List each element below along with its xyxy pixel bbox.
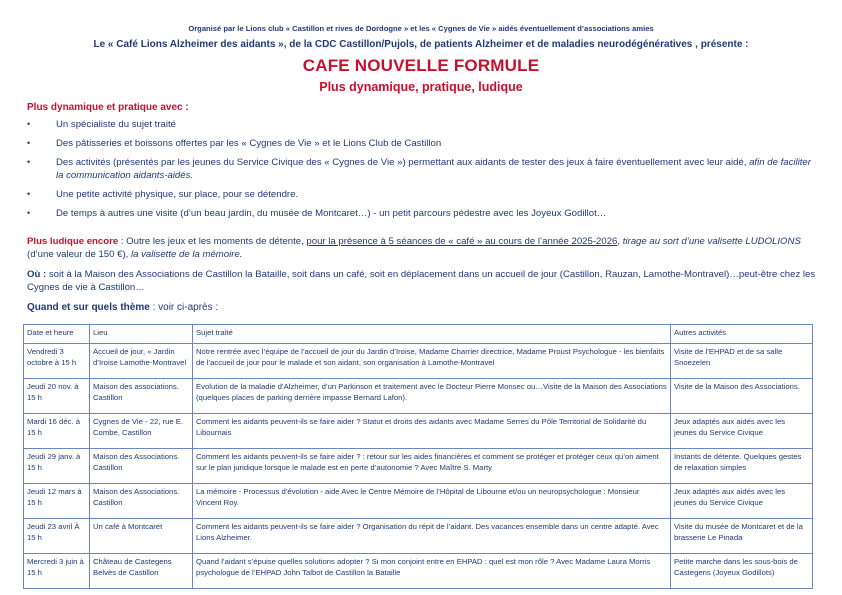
cell-lieu: Maison des Associations. Castillon	[90, 449, 193, 484]
cell-lieu: Un café à Montcaret	[90, 519, 193, 554]
bullet-icon: •	[27, 189, 31, 199]
header-lieu: Lieu	[90, 325, 193, 344]
cell-date: Mercredi 3 juin à 15 h	[24, 554, 90, 589]
table-row	[24, 519, 813, 554]
cell-lieu: Cygnes de Vie - 22, rue E. Combe, Castillon	[90, 414, 193, 449]
cell-autres: Visite du musée de Montcaret et de la brasserie Le Pinada	[671, 519, 813, 554]
when-label: Quand et sur quels thème	[27, 302, 150, 313]
cell-sujet: Notre rentrée avec l’équipe de l’accueil de jour du Jardin d’Iroise, Madame Charrier directrice, Madame Proust Psychologue - les bienfaits de l’accueil de jour pour le malade et son aidant, son organisation à Lamothe-Montravel	[193, 344, 671, 379]
cell-sujet: Evolution de la maladie d’Alzheimer, d’un Parkinson et traitement avec le Docteur Pierre Monsec ou…Visite de la Maison des Associations (quelques places de parking derrière impasse Bernard Lafon).	[193, 379, 671, 414]
header-date: Date et heure	[24, 325, 90, 344]
cell-date: Mardi 16 déc. à 15 h	[24, 414, 90, 449]
header-autres: Autres activités	[671, 325, 813, 344]
bullet-icon: •	[27, 119, 31, 129]
cell-lieu: Maison des Associations. Castillon	[90, 484, 193, 519]
intro-text: Le « Café Lions Alzheimer des aidants », de la CDC Castillon/Pujols, de patients Alzheimer et de maladies neurodégénératives , présente :	[93, 39, 749, 50]
page-subtitle: Plus dynamique, pratique, ludique	[319, 80, 523, 94]
list-item: • Un spécialiste du sujet traité	[27, 119, 176, 130]
cell-autres: Visite de la Maison des Associations.	[671, 379, 813, 414]
cell-autres: Visite de l’EHPAD et de sa salle Snoezelen	[671, 344, 813, 379]
cell-date: Jeudi 20 nov. à 15 h	[24, 379, 90, 414]
header-sujet: Sujet traité	[193, 325, 671, 344]
ludique-label: Plus ludique encore	[27, 236, 119, 247]
cell-autres: Jeux adaptés aux aidés avec les jeunes du Service Civique	[671, 414, 813, 449]
cell-autres: Petite marche dans les sous-bois de Castegens (Joyeux Godillots)	[671, 554, 813, 589]
cell-autres: Instants de détente. Quelques gestes de relaxation simples	[671, 449, 813, 484]
table-header-row	[24, 325, 813, 344]
table-row	[24, 484, 813, 519]
cell-lieu: Accueil de jour, « Jardin d’Iroise Lamothe-Montravel	[90, 344, 193, 379]
list-item: • De temps à autres une visite (d’un beau jardin, du musée de Montcaret…) - un petit parcours pédestre avec les Joyeux Godillot…	[27, 208, 607, 219]
table-row	[24, 344, 813, 379]
ludique-paragraph: Plus ludique encore : Outre les jeux et les moments de détente, pour la présence à 5 séances de « café » au cours de l’année 2025-2026, tirage au sort d’une valisette LUDOLIONS (d’une valeur de 150 €), la valisette de la mémoire.	[27, 236, 801, 260]
organizer-line: Organisé par le Lions club « Castillon et rives de Dordogne » et les « Cygnes de Vie » aidés éventuellement d’associations amies	[188, 24, 654, 33]
bullet-icon: •	[27, 138, 31, 148]
cell-sujet: Quand l’aidant s’épuise quelles solutions adopter ? Si mon conjoint entre en EHPAD : quel est mon rôle ? Avec Madame Laura Morris psychologue de l’EHPAD John Talbot de Castillon la Bataille	[193, 554, 671, 589]
location-paragraph: Où : soit à la Maison des Associations de Castillon la Bataille, soit dans un café, soit en déplacement dans un accueil de jour (Castillon, Rauzan, Lamothe-Montravel)…peut-être chez les Cygnes de vie à Castillon…	[27, 269, 816, 293]
section-heading-dynamique: Plus dynamique et pratique avec :	[27, 102, 189, 113]
cell-date: Vendredi 3 octobre à 15 h	[24, 344, 90, 379]
cell-sujet: Comment les aidants peuvent-ils se faire aider ? Organisation du répit de l’aidant. Des vacances ensemble dans un centre adapté. Avec Lions Alzheimer.	[193, 519, 671, 554]
cell-date: Jeudi 12 mars à 15 h	[24, 484, 90, 519]
list-item: • Des pâtisseries et boissons offertes par les « Cygnes de Vie » et le Lions Club de Castillon	[27, 138, 442, 149]
cell-date: Jeudi 29 janv. à 15 h	[24, 449, 90, 484]
features-list	[27, 118, 817, 226]
intro-line	[0, 39, 842, 50]
table-row	[24, 554, 813, 589]
cell-lieu: Maison des associations. Castillon	[90, 379, 193, 414]
cell-lieu: Château de Castegens Belvès de Castillon	[90, 554, 193, 589]
table-row	[24, 379, 813, 414]
cell-autres: Jeux adaptés aux aidés avec les jeunes du Service Civique	[671, 484, 813, 519]
bullet-icon: •	[27, 157, 31, 167]
page-title: CAFE NOUVELLE FORMULE	[302, 56, 540, 75]
bullet-icon: •	[27, 208, 31, 218]
cell-sujet: Comment les aidants peuvent-ils se faire aider ? : retour sur les aides financières et comment se protéger et protéger ceux qu’on aiment sur le plan juridique lorsque le malade est en perte d’autonomie ? Avec Maître S. Marty	[193, 449, 671, 484]
cell-sujet: La mémoire - Processus d’évolution - aide Avec le Centre Mémoire de l’Hôpital de Libourne et/ou un neuropsychologue : Monsieur Vincent Roy.	[193, 484, 671, 519]
list-item: • Une petite activité physique, sur place, pour se détendre.	[27, 189, 299, 200]
schedule-table	[23, 324, 813, 589]
cell-date: Jeudi 23 avril À 15 h	[24, 519, 90, 554]
location-label: Où :	[27, 269, 47, 280]
table-row	[24, 414, 813, 449]
cell-sujet: Comment les aidants peuvent-ils se faire aider ? Statut et droits des aidants avec Madame Serres du Pôle Territorial de Solidarité du Libournais	[193, 414, 671, 449]
when-paragraph: Quand et sur quels thème : voir ci-après :	[27, 302, 219, 313]
table-row	[24, 449, 813, 484]
list-item: • Des activités (présentés par les jeunes du Service Civique des « Cygnes de Vie ») permettant aux aidants de tester des jeux à faire éventuellement avec leur aidé, afin de faciliter la communication aidants-aidés.	[27, 157, 811, 181]
